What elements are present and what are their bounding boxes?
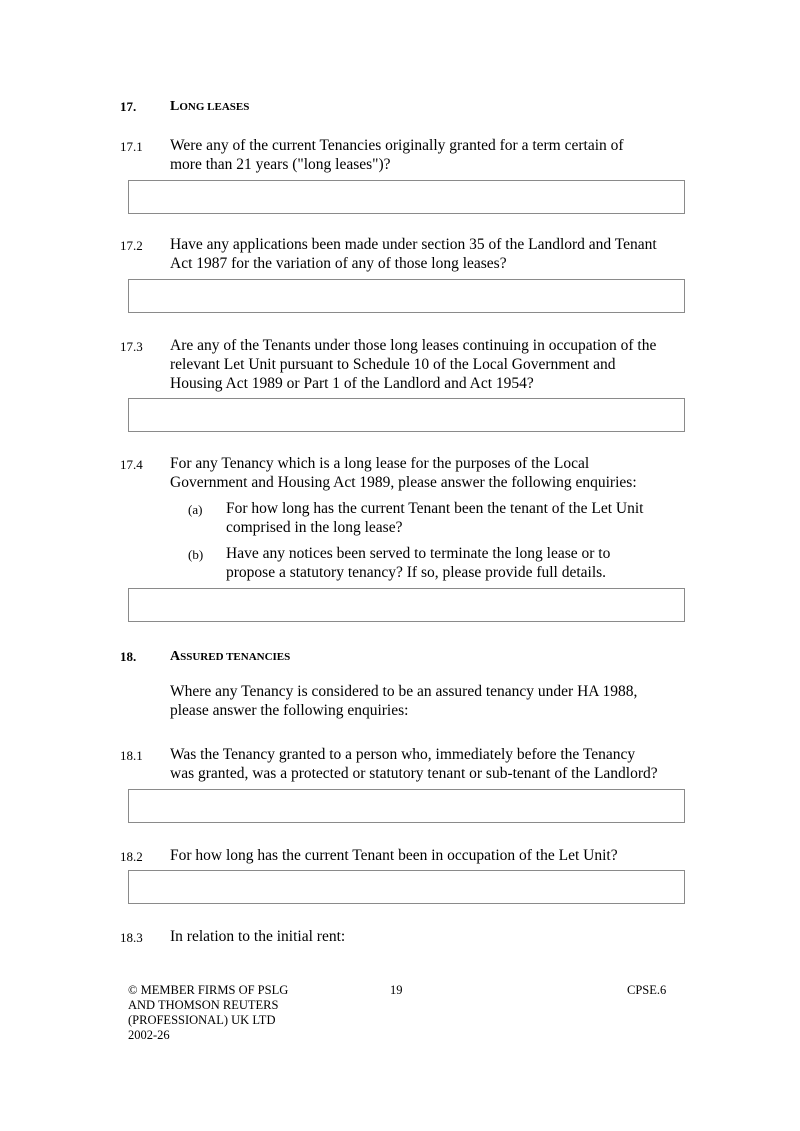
question-number: 18.3: [120, 930, 143, 945]
question-text: Were any of the current Tenancies originally granted for a term certain of more than 21 years ("long leases")?: [170, 137, 624, 173]
document-code: CPSE.6: [627, 983, 667, 997]
question-number: 18.1: [120, 748, 143, 763]
question-text: For how long has the current Tenant been in occupation of the Let Unit?: [170, 847, 618, 864]
answer-box-18-1[interactable]: [128, 789, 685, 823]
subitem-text: For how long has the current Tenant been the tenant of the Let Unit comprised in the long lease?: [226, 500, 644, 536]
answer-box-18-2[interactable]: [128, 870, 685, 904]
answer-box-17-2[interactable]: [128, 279, 685, 313]
section-number: 18.: [120, 649, 137, 664]
question-number: 17.4: [120, 457, 143, 472]
question-text: Was the Tenancy granted to a person who, immediately before the Tenancy was granted, was a protected or statutory tenant or sub-tenant of the Landlord?: [170, 746, 658, 782]
question-text: In relation to the initial rent:: [170, 928, 346, 945]
section-title: LONG LEASES: [170, 99, 250, 114]
answer-box-17-4[interactable]: [128, 588, 685, 622]
question-number: 17.3: [120, 339, 143, 354]
question-number: 17.2: [120, 238, 143, 253]
subitem-label: (b): [188, 547, 204, 562]
page-number: 19: [390, 983, 403, 997]
question-number: 17.1: [120, 139, 143, 154]
question-text: Have any applications been made under section 35 of the Landlord and Tenant Act 1987 for the variation of any of those long leases?: [170, 236, 657, 272]
answer-box-17-1[interactable]: [128, 180, 685, 214]
subitem-label: (a): [188, 502, 203, 517]
answer-box-17-3[interactable]: [128, 398, 685, 432]
section-title: ASSURED TENANCIES: [170, 649, 291, 664]
question-text: Are any of the Tenants under those long leases continuing in occupation of the relevant Let Unit pursuant to Schedule 10 of the Local Government and Housing Act 1989 or Part 1 of the Landlord and Act 1954?: [170, 337, 657, 392]
section-number: 17.: [120, 99, 137, 114]
question-text: For any Tenancy which is a long lease for the purposes of the Local Government and Housing Act 1989, please answer the following enquiries:: [170, 455, 637, 491]
section-intro: Where any Tenancy is considered to be an assured tenancy under HA 1988, please answer the following enquiries:: [170, 683, 638, 719]
footer-copyright: © MEMBER FIRMS OF PSLG AND THOMSON REUTERS (PROFESSIONAL) UK LTD 2002-26: [128, 983, 289, 1042]
question-number: 18.2: [120, 849, 143, 864]
subitem-text: Have any notices been served to terminate the long lease or to propose a statutory tenancy? If so, please provide full details.: [226, 545, 611, 581]
